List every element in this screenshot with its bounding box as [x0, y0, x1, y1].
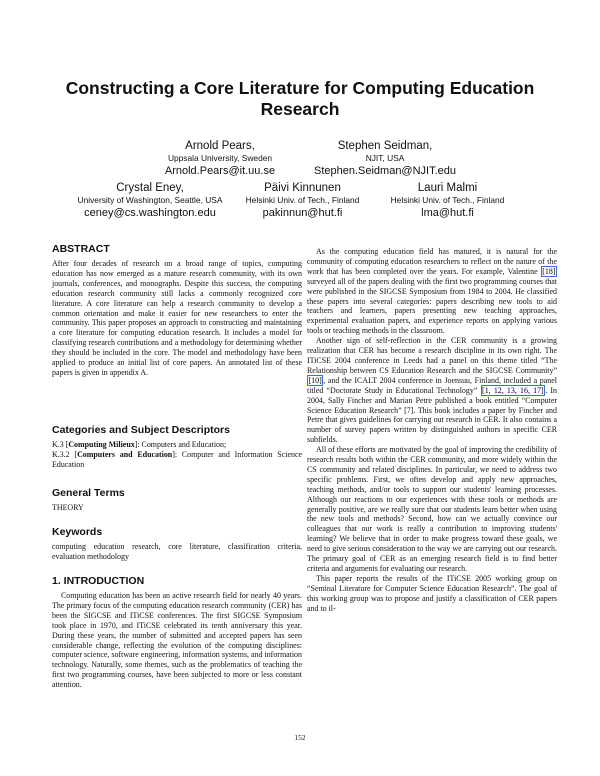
author-block — [130, 139, 310, 178]
general-terms-heading: General Terms — [52, 487, 125, 499]
author-name: Stephen Seidman, — [337, 140, 433, 152]
categories-text — [52, 440, 302, 470]
citation-link[interactable]: [18] — [542, 266, 556, 276]
paper-title: Constructing a Core Literature for Computing Education Research — [65, 78, 535, 119]
abstract-heading: ABSTRACT — [52, 243, 110, 255]
categories-heading: Categories and Subject Descriptors — [52, 424, 230, 436]
author-email: Arnold.Pears@it.uu.se — [164, 164, 276, 177]
text-run: . In 2004, Sally Fincher and Marian Petre published a book entitled “Computer Science Education Research” [7]. This book includes a paper by Fincher and Petre that gives guidelines for carrying out research in CER. It also contains a number of survey papers written by distinguished authors in specific CER subfields. — [307, 385, 557, 445]
text-run: , and the ICALT 2004 conference in Joensuu, Finland, included a panel titled “Doctorate Study in Educational Technology” — [307, 375, 557, 395]
citation-link[interactable]: [1, 12, 13, 16, 17] — [482, 385, 544, 395]
keywords-section — [52, 526, 302, 562]
k3-rest: ]: Computers and Education; — [134, 440, 227, 449]
general-terms-text: THEORY — [52, 503, 84, 512]
right-column — [307, 247, 557, 614]
introduction-section — [52, 575, 302, 690]
categories-section — [52, 424, 302, 470]
author-email: Stephen.Seidman@NJIT.edu — [313, 164, 457, 177]
author-block — [285, 139, 485, 178]
author-name: Lauri Malmi — [417, 182, 478, 194]
author-affiliation: NJIT, USA — [365, 153, 405, 163]
abstract-section — [52, 243, 302, 378]
author-email: pakinnun@hut.fi — [262, 206, 343, 219]
author-email: ceney@cs.washington.edu — [84, 206, 216, 219]
k3-code: K.3 [ — [52, 440, 69, 449]
author-affiliation: Helsinki Univ. of Tech., Finland — [390, 195, 505, 205]
k32-code: K.3.2 [ — [52, 449, 78, 459]
general-terms-section — [52, 487, 302, 513]
paragraph — [307, 247, 557, 336]
author-affiliation: Uppsala University, Sweden — [167, 153, 273, 163]
author-email: lma@hut.fi — [421, 206, 474, 219]
text-run: Another sign of self-reflection in the CER community is a growing realization that CER has become a research discipline in its own right. The ITiCSE 2004 conference in Leeds had a panel on this theme titled “The Relationship between CS Education Research and the SIGCSE Community” — [307, 336, 557, 375]
author-name: Päivi Kinnunen — [264, 182, 341, 194]
author-name: Arnold Pears, — [185, 140, 255, 152]
page-number: 152 — [294, 733, 306, 742]
k32-name: Computers and Education — [77, 449, 173, 459]
author-affiliation: Helsinki Univ. of Tech., Finland — [245, 195, 360, 205]
keywords-text: computing education research, core literature, classification criteria, evaluation methodology — [52, 542, 302, 561]
paragraph: All of these efforts are motivated by the goal of improving the credibility of research results both within the CER community, and more widely within the CS community and related disciplines. In particular, we need to address two specific problems. First, we often develop and apply new approaches, teaching methods, and/or tools to support our students' learning processes. Although our reactions to our experiences with these tools or methods are generally positive, are we really sure that our students learn better when using the new tools and methods? Second, how can we actually convince our colleagues that our work is really a contribution to improving students' learning? We believe that in order to make progress toward these goals, we need to give serious consideration to the way we are carrying out our research. The primary goal of CER as an emerging research field is to find better criteria and arguments for evaluating our research. — [307, 445, 557, 573]
author-affiliation: University of Washington, Seattle, USA — [77, 195, 223, 205]
introduction-text: Computing education has been an active research field for nearly 40 years. The primary focus of the computing education research community (CER) has been the SIGCSE and ITiCSE conferences. The first SIGCSE Symposium took place in 1970, and ITiCSE celebrated its tenth anniversary this year. During these years, the number of submitted and accepted papers has seen considerable change, reflecting the evolution of the computing disciplines: computer science, software engineering, information systems, and information technology. Naturally, some themes, such as the problematics of teaching the first two programming courses, have been subjected to more or less constant attention. — [52, 591, 302, 690]
abstract-text: After four decades of research on a broad range of topics, computing education has now emerged as a mature research community, with its own journals, conferences, and monographs. Despite this success, the computing education research community still lacks a commonly recognized core literature. A core literature can help a research community to develop a common orientation and make it easier for new researchers to enter the community. This paper proposes an approach to constructing and maintaining a core literature for computing education research. It includes a model for classifying research contributions and a methodology for determining whether they should be included in the core. The model and methodology have been applied to produce an initial list of core papers. An annotated list of these papers is given in appendix A. — [52, 259, 302, 377]
author-block — [375, 181, 520, 220]
paragraph: This paper reports the results of the ITiCSE 2005 working group on “Seminal Literature for Computer Science Education Research”. The goal of this working group was to propose and justify a classification of CER papers and to il- — [307, 573, 557, 613]
paragraph — [307, 336, 557, 445]
keywords-heading: Keywords — [52, 526, 103, 538]
k3-name: Computing Milieux — [68, 440, 135, 449]
k32-rest: ]: Computer and Information Science Education — [52, 449, 302, 469]
introduction-heading: 1. INTRODUCTION — [52, 575, 145, 587]
author-block — [230, 181, 375, 220]
text-run: As the computing education field has matured, it is natural for the community of computing education researchers to reflect on the nature of the work that has been completed over the years. For example, Valentine — [307, 247, 557, 276]
author-block — [75, 181, 225, 220]
author-name: Crystal Eney, — [116, 182, 184, 194]
citation-link[interactable]: [10] — [308, 375, 322, 385]
text-run: surveyed all of the papers dealing with the first two programming courses that were published in the SIGCSE Symposium from 1984 to 2004. He classified these papers into several categories: papers describing new tools to aid teachers and learners, papers presenting new teaching approaches, experimental evaluation papers, and experience reports on applying various tools or teaching methods in the classroom. — [307, 276, 557, 336]
